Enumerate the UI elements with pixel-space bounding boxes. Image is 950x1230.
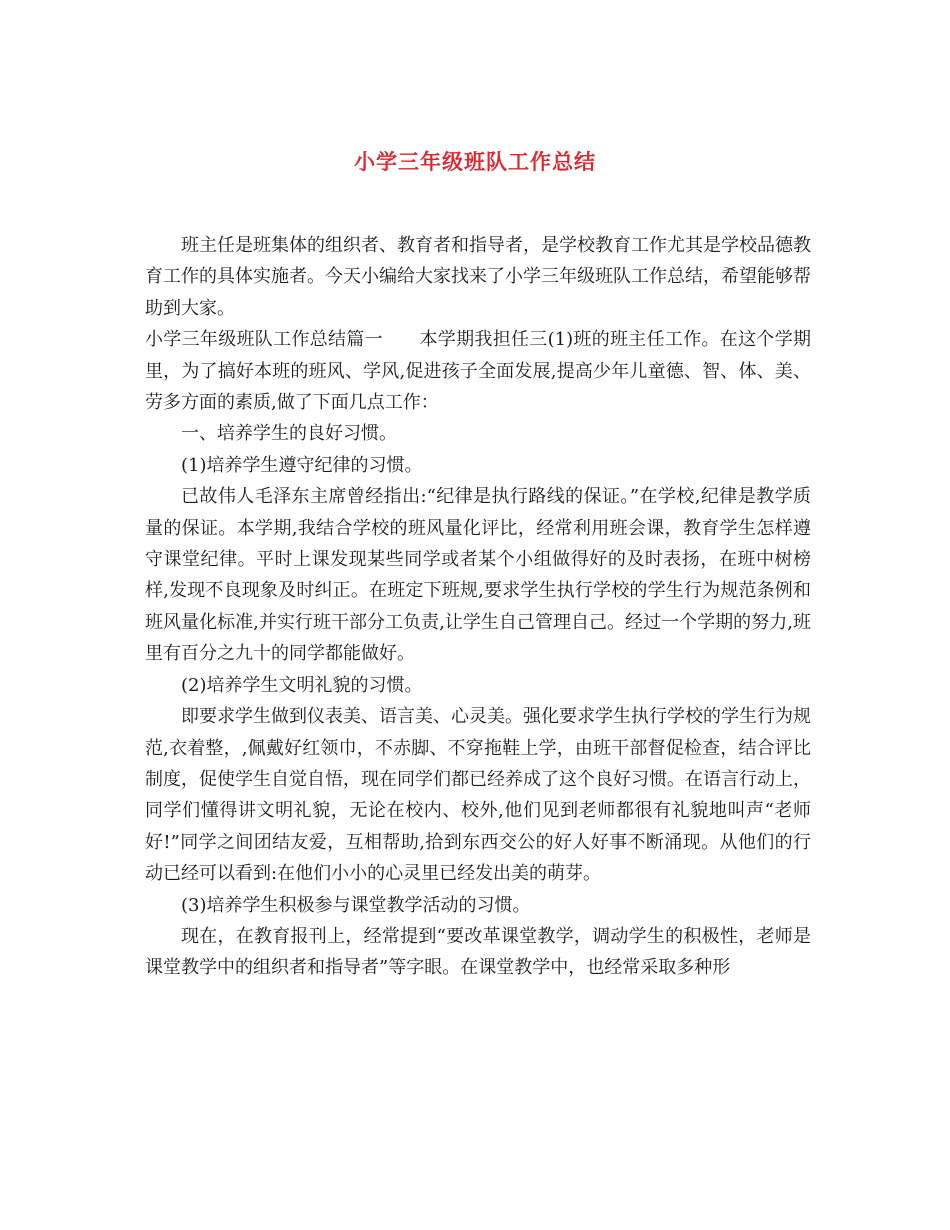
subheading-classroom: (3)培养学生积极参与课堂教学活动的习惯。 bbox=[181, 894, 531, 916]
subheading-politeness: (2)培养学生文明礼貌的习惯。 bbox=[181, 674, 423, 696]
document-body bbox=[145, 230, 811, 984]
paragraph-article-one: 小学三年级班队工作总结篇一 本学期我担任三(1)班的班主任工作。在这个学期里，为了搞好本班的班风、学风,促进孩子全面发展,提高少年儿童德、智、体、美、劳多方面的素质,做了下面几点工作： bbox=[145, 329, 811, 414]
paragraph-classroom: 现在，在教育报刊上，经常提到“要改革课堂教学，调动学生的积极性，老师是课堂教学中的组织者和指导者”等字眼。在课堂教学中，也经常采取多种形 bbox=[145, 925, 811, 979]
document-title: 小学三年级班队工作总结 bbox=[354, 149, 596, 174]
subheading-discipline: (1)培养学生遵守纪律的习惯。 bbox=[181, 454, 423, 476]
heading-good-habits: 一、培养学生的良好习惯。 bbox=[181, 423, 397, 445]
paragraph-politeness: 即要求学生做到仪表美、语言美、心灵美。强化要求学生执行学校的学生行为规范,衣着整，,佩戴好红领巾，不赤脚、不穿拖鞋上学，由班干部督促检查，结合评比制度，促使学生自觉自悟，现在同学们都已经养成了这个良好习惯。在语言行动上，同学们懂得讲文明礼貌，无论在校内、校外,他们见到老师都很有礼貌地叫声“老师好!”同学之间团结友爱，互相帮助,拾到东西交公的好人好事不断涌现。从他们的行动已经可以看到:在他们小小的心灵里已经发出美的萌芽。 bbox=[145, 706, 811, 885]
paragraph-intro: 班主任是班集体的组织者、教育者和指导者，是学校教育工作尤其是学校品德教育工作的具体实施者。今天小编给大家找来了小学三年级班队工作总结，希望能够帮助到大家。 bbox=[145, 235, 811, 319]
paragraph-discipline: 已故伟人毛泽东主席曾经指出:“纪律是执行路线的保证。”在学校,纪律是教学质量的保证。本学期,我结合学校的班风量化评比，经常利用班会课，教育学生怎样遵守课堂纪律。平时上课发现某些同学或者某个小组做得好的及时表扬，在班中树榜样,发现不良现象及时纠正。在班定下班规,要求学生执行学校的学生行为规范条例和班风量化标准,并实行班干部分工负责,让学生自己管理自己。经过一个学期的努力,班里有百分之九十的同学都能做好。 bbox=[145, 486, 811, 665]
